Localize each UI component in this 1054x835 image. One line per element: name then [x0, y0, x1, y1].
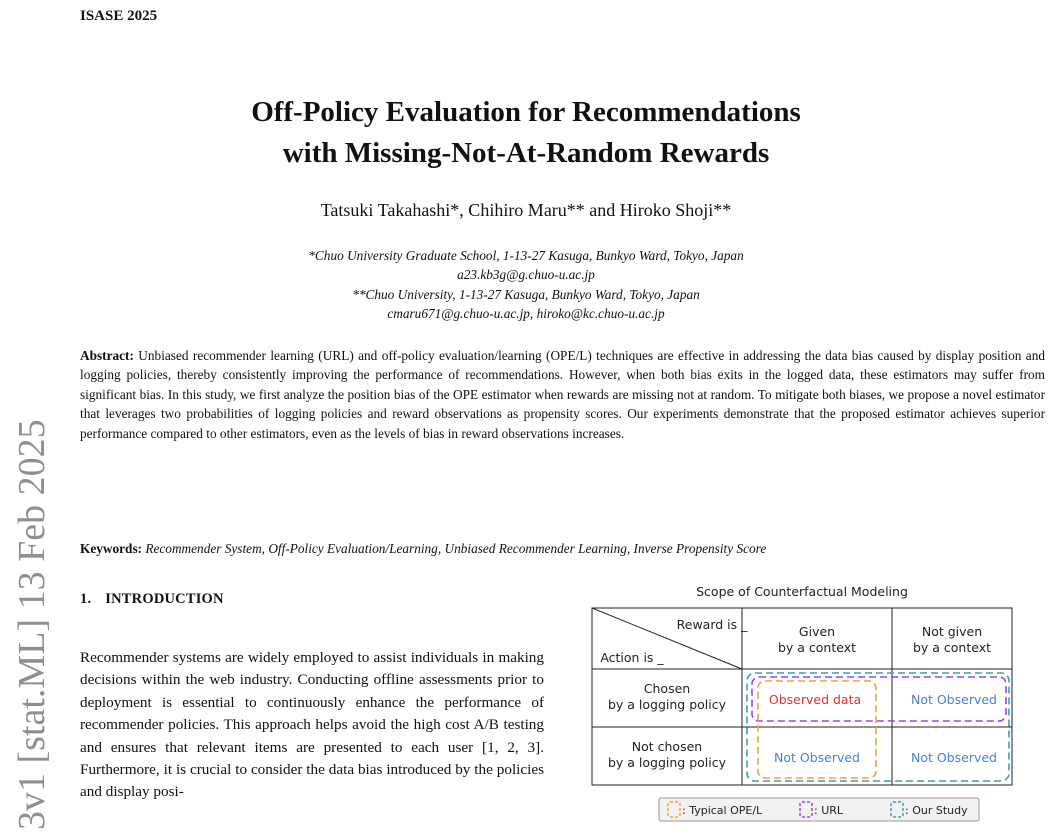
legend-label-url: : URL: [814, 804, 844, 817]
section-number: 1.: [80, 591, 92, 607]
cell-observed-data: Observed data: [768, 692, 862, 707]
corner-reward-label: Reward is _: [676, 617, 748, 632]
title-line-2: with Missing-Not-At-Random Rewards: [282, 137, 770, 169]
col-header-notgiven-2: by a context: [912, 640, 992, 655]
row-header-chosen-1: Chosen: [643, 681, 691, 696]
col-header-given-2: by a context: [777, 640, 857, 655]
section-title: INTRODUCTION: [105, 591, 224, 607]
legend-label-our-study: : Our Study: [905, 804, 968, 817]
figure-title: Scope of Counterfactual Modeling: [696, 584, 908, 599]
keywords-label: Keywords:: [80, 541, 143, 556]
title-line-1: Off-Policy Evaluation for Recommendations: [251, 96, 801, 128]
row-header-chosen-2: by a logging policy: [607, 697, 727, 712]
introduction-paragraph: Recommender systems are widely employed to assist individuals in making decisions within the web industry. Conducting offline assessments prior to deployment is essential to continuously enhance the performance of recommender policies. This approach helps avoid the high cost A/B testing and ensures that relevant items are presented to each user [1, 2, 3]. Furthermore, it is crucial to consider the data bias introduced by the policies and display posi-: [80, 649, 544, 801]
keywords-text: Recommender System, Off-Policy Evaluation/Learning, Unbiased Recommender Learning, Inverse Propensity Score: [145, 541, 767, 556]
venue-header: ISASE 2025: [80, 8, 158, 24]
figure-scope-of-counterfactual-modeling: [562, 580, 1042, 830]
affiliation-2: **Chuo University, 1-13-27 Kasuga, Bunkyo Ward, Tokyo, Japan: [352, 286, 700, 302]
row-header-notchosen-1: Not chosen: [631, 739, 703, 754]
affiliation-1: *Chuo University Graduate School, 1-13-27 Kasuga, Bunkyo Ward, Tokyo, Japan: [308, 248, 744, 263]
abstract: [80, 346, 1045, 443]
cell-not-observed-chosen-notgiven: Not Observed: [910, 692, 998, 707]
author-list: Tatsuki Takahashi*, Chihiro Maru** and Hiroko Shoji**: [320, 200, 732, 220]
row-header-notchosen-2: by a logging policy: [607, 755, 727, 770]
affiliations: [150, 246, 902, 323]
abstract-text: Unbiased recommender learning (URL) and off-policy evaluation/learning (OPE/L) techniques are effective in addressing the data bias caused by display position and logging policies, thereby consistently improving the performance of recommendations. However, when both bias exits in the logged data, these estimators may suffer from significant bias. In this study, we first analyze the position bias of the OPE estimator when rewards are missing not at random. To mitigate both biases, we propose a novel estimator that leverages two probabilities of logging policies and reward observations as propensity scores. Our experiments demonstrate that the proposed estimator achieves superior performance compared to other estimators, even as the levels of bias in reward observations increases.: [80, 348, 1045, 441]
corner-action-label: Action is _: [600, 650, 664, 665]
legend-label-ope: : Typical OPE/L: [682, 804, 763, 817]
email-1: a23.kb3g@g.chuo-u.ac.jp: [457, 267, 595, 283]
cell-not-observed-notchosen-given: Not Observed: [773, 750, 861, 765]
arxiv-margin-stamp: 3v1 [stat.ML] 13 Feb 2025: [11, 419, 53, 830]
abstract-label: Abstract:: [80, 348, 134, 363]
figure-legend: [659, 798, 979, 821]
col-header-given-1: Given: [798, 624, 836, 639]
section-heading: [80, 591, 224, 608]
keywords: [80, 540, 1045, 558]
paper-title: [150, 92, 902, 174]
col-header-notgiven-1: Not given: [921, 624, 983, 639]
cell-not-observed-notchosen-notgiven: Not Observed: [910, 750, 998, 765]
email-2: cmaru671@g.chuo-u.ac.jp, hiroko@kc.chuo-u.ac.jp: [387, 305, 665, 321]
